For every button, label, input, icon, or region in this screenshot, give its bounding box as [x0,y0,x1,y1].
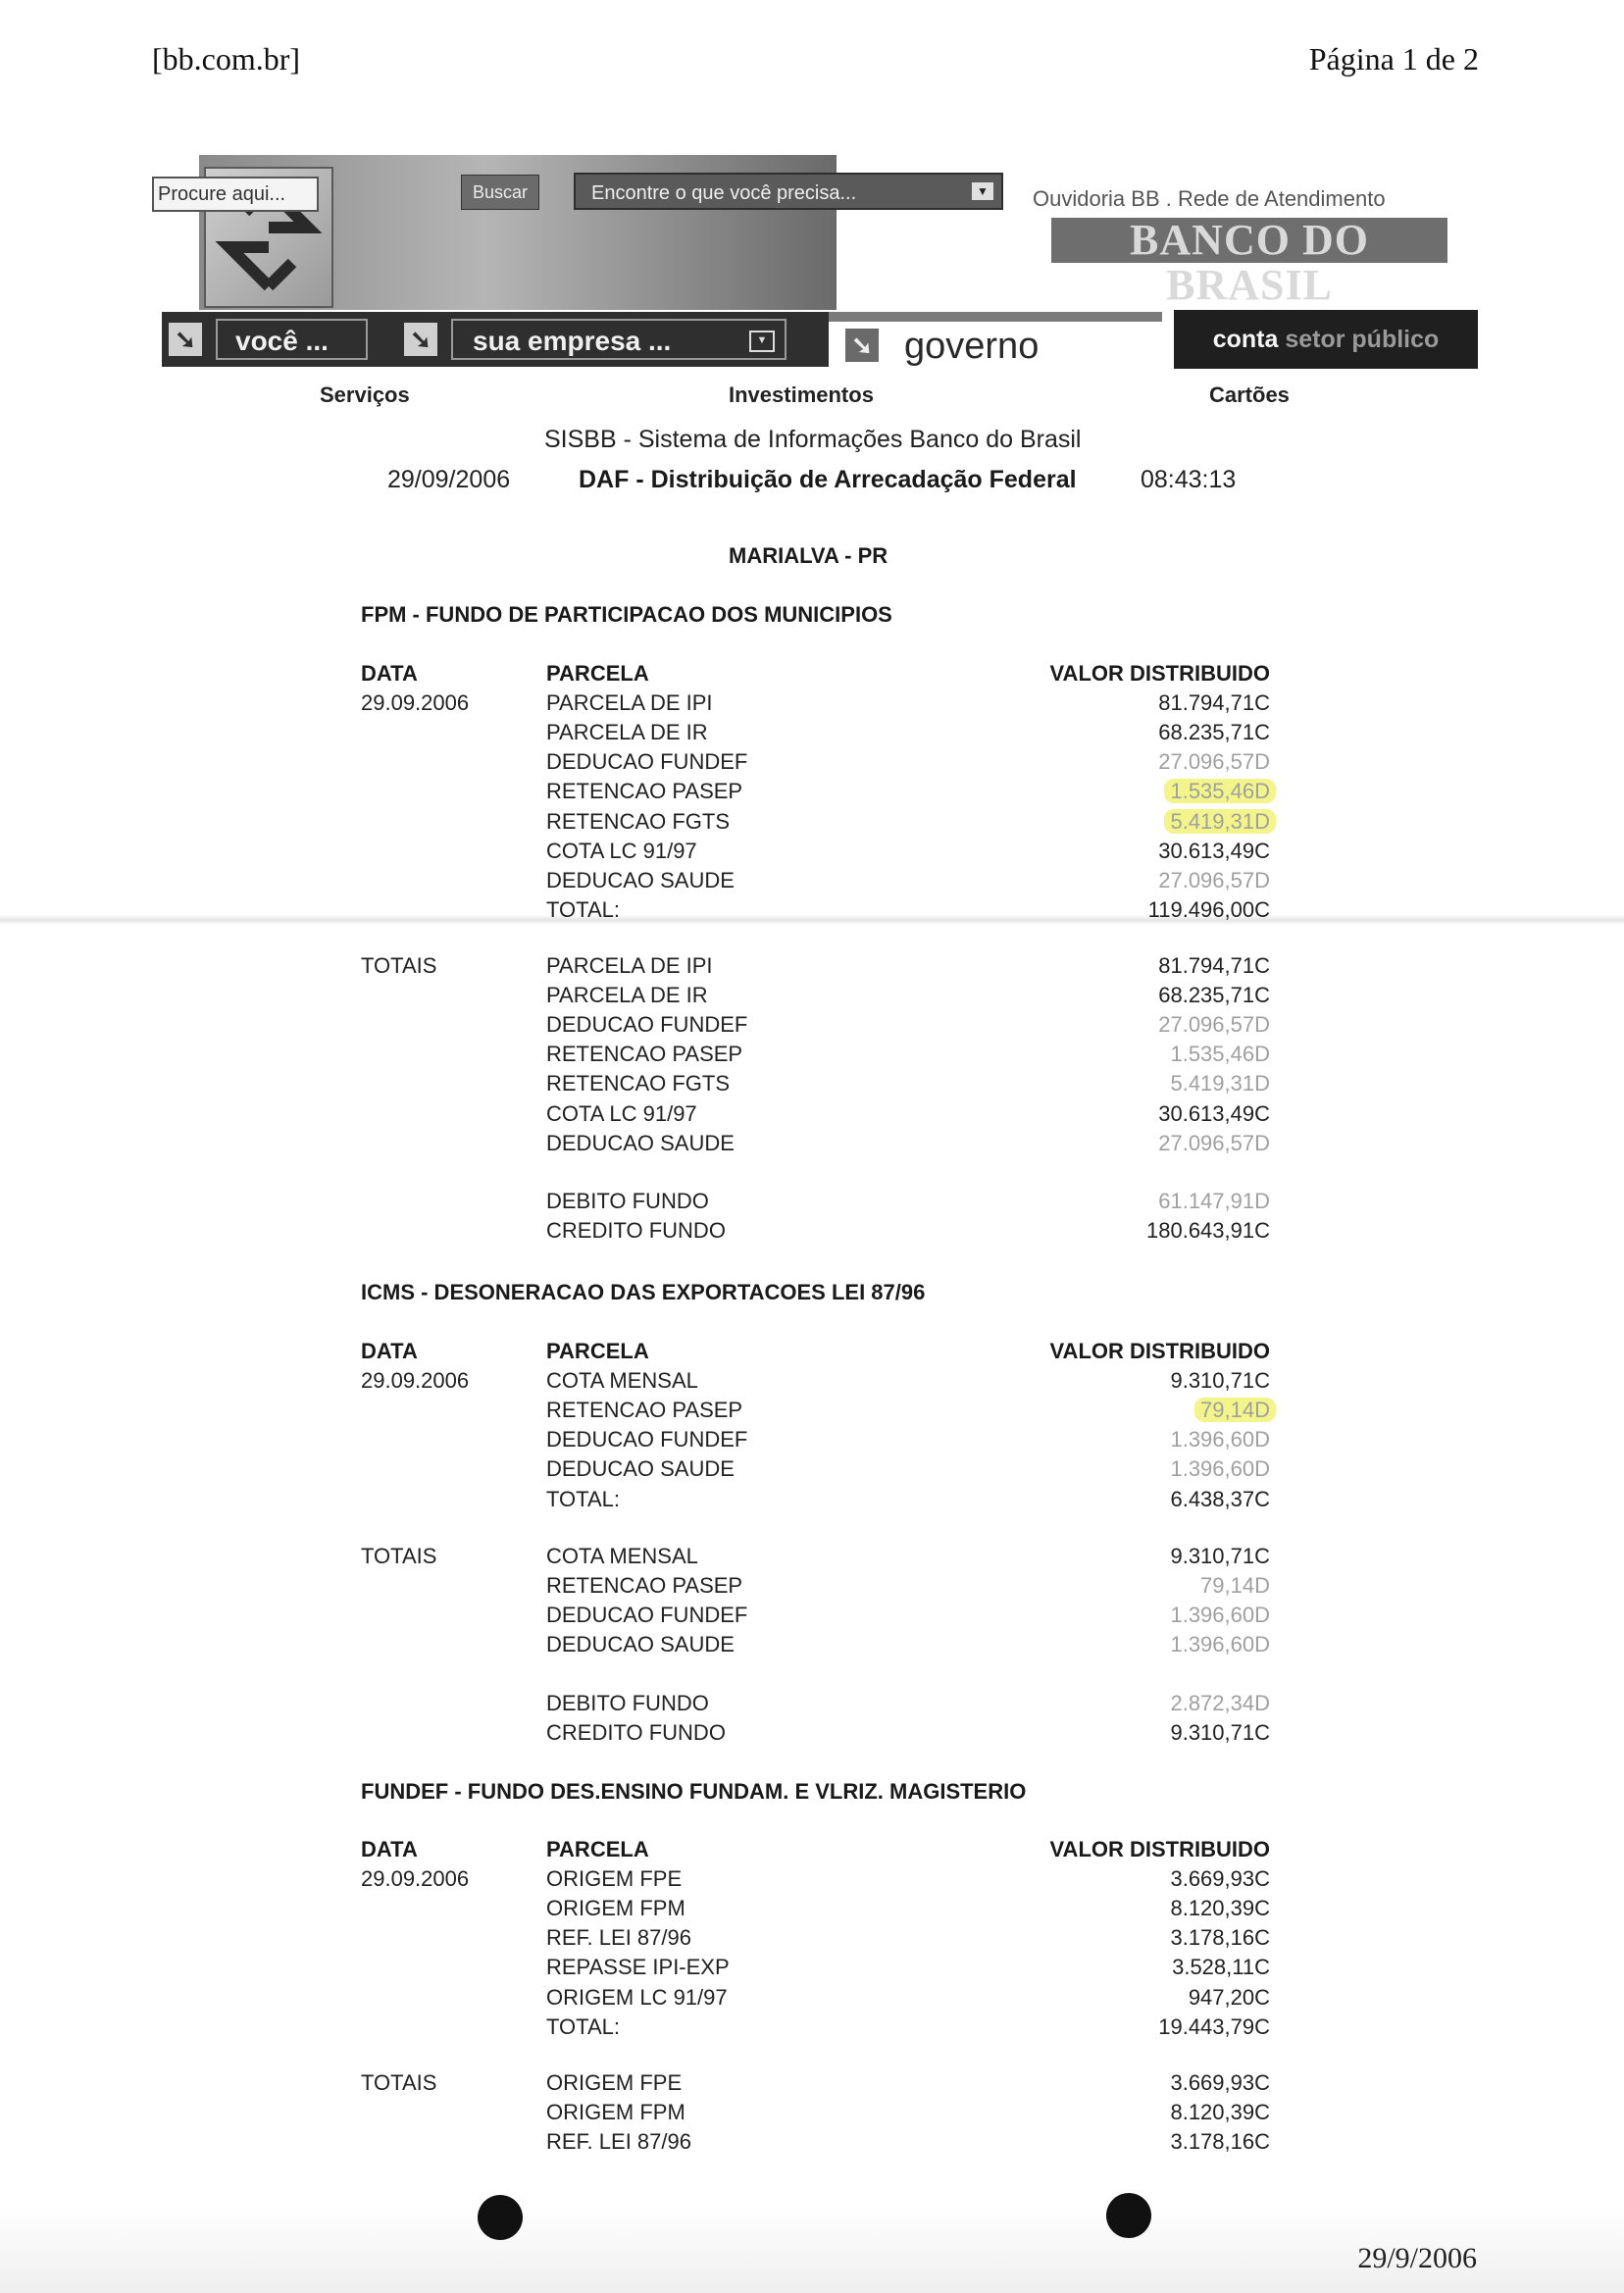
row-valor: 61.147,91D [1158,1189,1270,1213]
chevron-down-icon: ▼ [749,331,775,352]
row-date: 29.09.2006 [361,690,470,716]
table-row [0,749,1624,779]
row-parcela: REF. LEI 87/96 [546,1925,691,1951]
table-row [0,1456,1624,1486]
table-row [0,983,1624,1012]
row-parcela: CREDITO FUNDO [546,1720,726,1746]
row-valor [1164,809,1270,835]
arrow-icon: ➘ [404,323,437,356]
table-row [0,1632,1624,1661]
row-valor: 27.096,57D [1158,867,1270,892]
table-row [0,2129,1624,2159]
table-row [0,720,1624,749]
row-parcela: COTA MENSAL [546,1368,698,1394]
highlighted-value: 1.535,46D [1164,779,1276,803]
row-parcela: DEDUCAO SAUDE [546,867,735,892]
row-parcela: RETENCAO PASEP [546,1573,743,1599]
conta-setor-publico-button[interactable] [1174,310,1478,369]
column-header-parcela: PARCELA [546,1837,649,1861]
row-date: TOTAIS [361,953,437,978]
governo-strip [829,312,1162,322]
section-title: FUNDEF - FUNDO DES.ENSINO FUNDAM. E VLRIZ. MAGISTERIO [361,1779,1027,1804]
row-valor: 19.443,79C [1158,2013,1270,2039]
table-row [0,1189,1624,1218]
menu-servicos[interactable]: Serviços [320,382,410,407]
column-header-data: DATA [361,661,418,686]
arrow-icon: ➘ [169,323,202,356]
conta-label: conta [1212,326,1279,353]
section-title: FPM - FUNDO DE PARTICIPACAO DOS MUNICIPIOS [361,602,892,627]
row-valor: 1.396,60D [1170,1456,1270,1482]
table-row [0,1985,1624,2014]
ouvidoria-link[interactable]: Ouvidoria BB . Rede de Atendimento [1033,186,1386,211]
row-valor: 30.613,49C [1158,1100,1270,1126]
row-date: 29.09.2006 [361,1368,470,1394]
column-header-data: DATA [361,1837,418,1861]
table-row [0,1896,1624,1925]
section-title: ICMS - DESONERACAO DAS EXPORTACOES LEI 87/96 [361,1280,926,1304]
row-parcela: ORIGEM FPM [546,2100,685,2125]
table-row [0,1398,1624,1427]
row-valor: 1.396,60D [1170,1427,1270,1452]
table-row [0,1720,1624,1750]
table-row [0,1042,1624,1071]
row-valor: 68.235,71C [1158,720,1270,745]
row-date: 29.09.2006 [361,1866,470,1892]
row-date: TOTAIS [361,1544,437,1568]
row-parcela: DEBITO FUNDO [546,1691,709,1715]
row-valor: 2.872,34D [1170,1691,1270,1715]
handwritten-date: 29/9/2006 [1357,2242,1477,2274]
table-row [0,2100,1624,2129]
row-valor: 81.794,71C [1158,953,1270,978]
row-valor: 1.396,60D [1170,1603,1270,1628]
row-valor: 9.310,71C [1170,1544,1270,1568]
nav-voce-button[interactable]: você ... [216,319,368,360]
highlighted-value: 79,14D [1194,1398,1276,1422]
table-row [0,1487,1624,1516]
row-parcela: RETENCAO FGTS [546,808,731,834]
row-valor [1194,1398,1270,1423]
column-header-valor: VALOR DISTRIBUIDO [1049,661,1270,686]
row-parcela: CREDITO FUNDO [546,1218,726,1244]
table-row [0,1955,1624,1984]
row-valor: 9.310,71C [1170,1720,1270,1746]
table-row [0,2070,1624,2100]
row-parcela: REPASSE IPI-EXP [546,1955,730,1980]
row-parcela: COTA MENSAL [546,1544,698,1568]
row-valor: 6.438,37C [1170,1486,1270,1511]
nav-empresa-dropdown[interactable] [451,319,787,360]
report-time: 08:43:13 [1141,466,1237,493]
table-row [0,1691,1624,1720]
row-valor: 81.794,71C [1158,690,1270,716]
table-row [0,779,1624,808]
column-header-data: DATA [361,1339,418,1363]
table-row [0,2014,1624,2044]
row-valor: 5.419,31D [1170,1071,1270,1096]
site-url: [bb.com.br] [152,41,301,76]
system-name: SISBB - Sistema de Informações Banco do Brasil [544,426,1082,453]
row-valor: 3.669,93C [1170,2070,1270,2095]
row-parcela: COTA LC 91/97 [546,838,697,863]
row-valor: 8.120,39C [1170,1896,1270,1921]
row-valor: 180.643,91C [1146,1218,1270,1244]
find-dropdown[interactable] [574,173,1003,210]
table-row [0,1012,1624,1042]
nav-governo-link[interactable]: governo [904,326,1040,367]
row-parcela: ORIGEM FPE [546,2070,683,2095]
bank-brand-logo: BANCO DO BRASIL [1051,218,1447,263]
report-title: DAF - Distribuição de Arrecadação Federal [579,466,1077,493]
row-parcela: PARCELA DE IPI [546,953,713,978]
punch-hole [1106,2193,1151,2238]
menu-investimentos[interactable]: Investimentos [729,382,874,407]
row-parcela: RETENCAO PASEP [546,1042,743,1067]
row-parcela: ORIGEM FPM [546,1896,685,1921]
row-valor [1164,779,1270,804]
report-date: 29/09/2006 [387,466,511,493]
row-parcela: TOTAL: [546,1486,620,1511]
search-button[interactable]: Buscar [461,175,539,210]
row-parcela: TOTAL: [546,896,620,922]
table-row [0,1427,1624,1456]
city-name: MARIALVA - PR [729,543,888,568]
search-input[interactable]: Procure aqui... [152,177,319,212]
column-header-parcela: PARCELA [546,661,649,686]
row-valor: 79,14D [1200,1573,1270,1599]
punch-hole [478,2195,523,2240]
row-valor: 27.096,57D [1158,1012,1270,1038]
table-row [0,1573,1624,1603]
table-row [0,1131,1624,1160]
row-parcela: ORIGEM LC 91/97 [546,1984,728,2010]
row-valor: 30.613,49C [1158,838,1270,863]
table-row [0,839,1624,868]
row-valor: 27.096,57D [1158,749,1270,775]
row-parcela: DEDUCAO FUNDEF [546,1427,748,1452]
table-row [0,953,1624,983]
row-parcela: RETENCAO FGTS [546,1071,731,1096]
row-parcela: RETENCAO PASEP [546,1398,743,1423]
row-parcela: PARCELA DE IR [546,983,708,1008]
row-valor: 947,20C [1188,1984,1270,2010]
table-row [0,690,1624,720]
row-parcela: RETENCAO PASEP [546,779,743,804]
table-row [0,1544,1624,1573]
row-valor: 27.096,57D [1158,1130,1270,1155]
row-parcela: DEDUCAO SAUDE [546,1456,735,1482]
row-parcela: DEDUCAO SAUDE [546,1632,735,1657]
column-header-valor: VALOR DISTRIBUIDO [1049,1837,1270,1861]
row-valor: 1.396,60D [1170,1632,1270,1657]
find-dropdown-label: Encontre o que você precisa... [591,182,857,204]
row-valor: 1.535,46D [1170,1042,1270,1067]
row-valor: 119.496,00C [1147,896,1270,922]
menu-cartoes[interactable]: Cartões [1209,382,1290,407]
row-parcela: DEDUCAO FUNDEF [546,1012,748,1038]
column-header-valor: VALOR DISTRIBUIDO [1049,1339,1270,1363]
row-parcela: REF. LEI 87/96 [546,2129,691,2155]
arrow-icon: ➘ [845,329,879,362]
row-parcela: PARCELA DE IR [546,720,708,745]
table-row [0,868,1624,897]
row-parcela: DEBITO FUNDO [546,1189,709,1213]
page-number: Página 1 de 2 [1308,41,1479,76]
setor-publico-label: setor público [1285,326,1440,353]
row-parcela: DEDUCAO SAUDE [546,1130,735,1155]
table-row [0,1603,1624,1632]
table-row [0,1925,1624,1955]
table-row [0,1101,1624,1131]
column-header-parcela: PARCELA [546,1339,649,1363]
table-row [0,1866,1624,1896]
table-row [0,897,1624,927]
row-valor: 3.178,16C [1170,1925,1270,1951]
row-parcela: TOTAL: [546,2013,620,2039]
table-row [0,809,1624,839]
row-parcela: ORIGEM FPE [546,1866,683,1892]
row-valor: 68.235,71C [1158,983,1270,1008]
highlighted-value: 5.419,31D [1164,809,1276,834]
row-parcela: DEDUCAO FUNDEF [546,1603,748,1628]
table-row [0,1218,1624,1248]
row-parcela: COTA LC 91/97 [546,1100,697,1126]
row-parcela: PARCELA DE IPI [546,690,713,716]
chevron-down-icon: ▼ [972,182,993,200]
row-parcela: DEDUCAO FUNDEF [546,749,748,775]
row-valor: 3.178,16C [1170,2129,1270,2155]
nav-empresa-label: sua empresa ... [473,326,672,356]
table-row [0,1071,1624,1100]
row-valor: 3.669,93C [1170,1866,1270,1892]
table-row [0,1368,1624,1398]
row-valor: 8.120,39C [1170,2100,1270,2125]
row-valor: 3.528,11C [1172,1955,1270,1980]
row-valor: 9.310,71C [1170,1368,1270,1394]
row-date: TOTAIS [361,2070,437,2095]
